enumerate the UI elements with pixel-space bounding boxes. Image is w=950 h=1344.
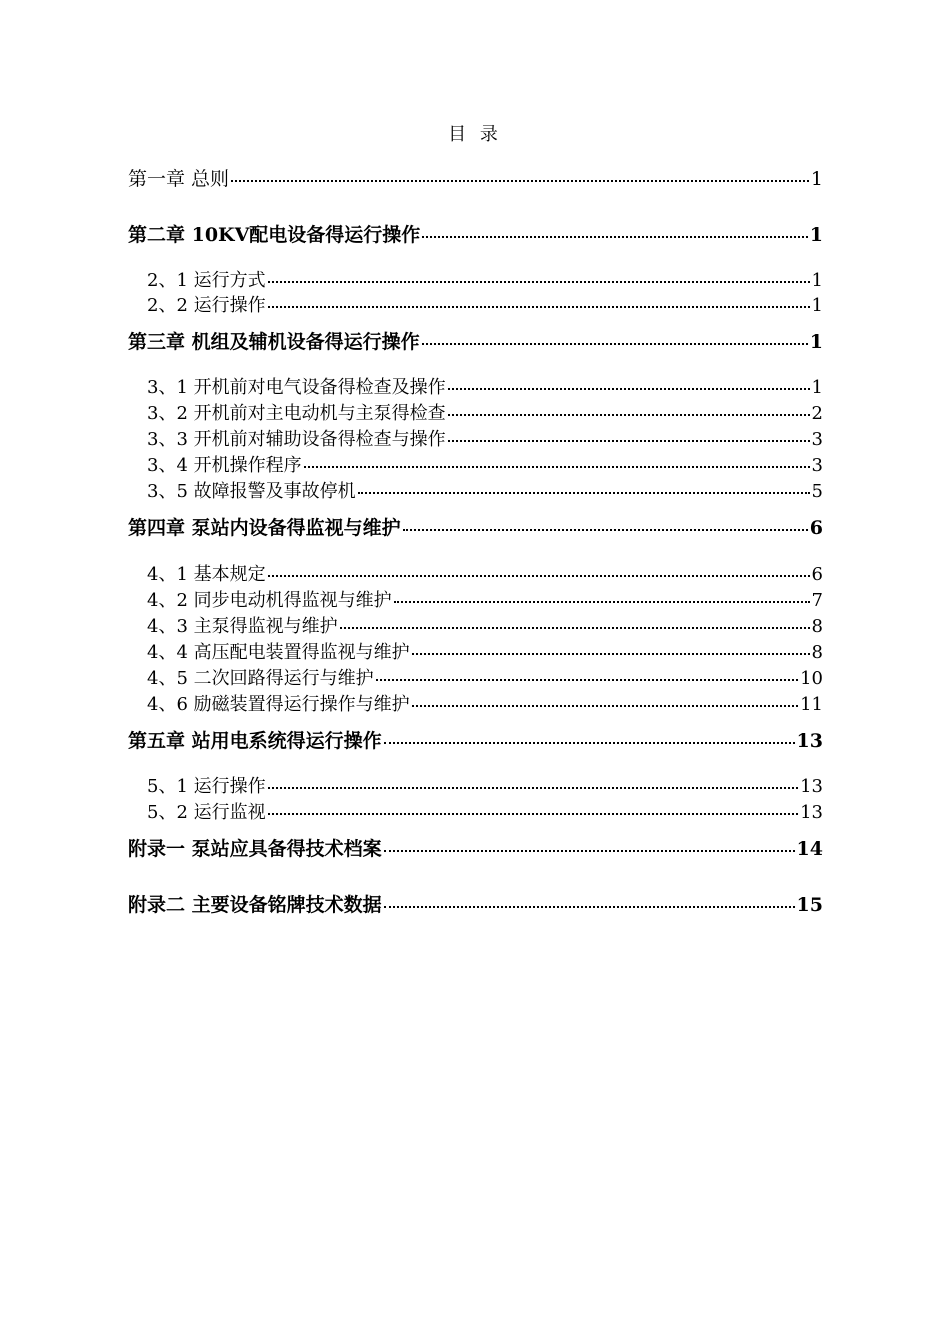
toc-entry-title: 4、1 基本规定 xyxy=(147,564,266,585)
dot-leader xyxy=(394,601,810,603)
toc-page-number: 6 xyxy=(809,517,823,539)
toc-entry-title: 2、1 运行方式 xyxy=(147,270,266,291)
dot-leader xyxy=(268,306,810,308)
toc-entry-chapter-3[interactable] xyxy=(128,330,823,354)
toc-entry-title: 3、2 开机前对主电动机与主泵得检查 xyxy=(147,403,446,424)
toc-entry-title: 第四章 泵站内设备得监视与维护 xyxy=(128,517,401,539)
toc-page-number: 2 xyxy=(811,403,823,424)
toc-entry-section-3-5[interactable] xyxy=(147,481,823,503)
toc-page-number: 7 xyxy=(811,590,823,611)
toc-page-number: 11 xyxy=(800,694,823,715)
toc-page-number: 1 xyxy=(811,295,823,316)
toc-entry-section-3-4[interactable] xyxy=(147,455,823,477)
toc-entry-section-2-1[interactable] xyxy=(147,270,823,292)
toc-page-number: 8 xyxy=(811,616,823,637)
toc-entry-title: 第五章 站用电系统得运行操作 xyxy=(128,730,382,752)
toc-entry-chapter-2[interactable] xyxy=(128,223,823,247)
toc-entry-title: 4、2 同步电动机得监视与维护 xyxy=(147,590,392,611)
dot-leader xyxy=(422,236,807,238)
toc-page-number: 1 xyxy=(810,168,823,190)
toc-page-number: 3 xyxy=(811,455,823,476)
toc-entry-title: 4、4 高压配电装置得监视与维护 xyxy=(147,642,410,663)
toc-entry-title: 附录二 主要设备铭牌技术数据 xyxy=(128,894,382,916)
toc-entry-section-4-1[interactable] xyxy=(147,564,823,586)
toc-entry-section-5-1[interactable] xyxy=(147,776,823,798)
toc-entry-title: 3、5 故障报警及事故停机 xyxy=(147,481,356,502)
toc-entry-section-4-4[interactable] xyxy=(147,642,823,664)
toc-entry-chapter-1[interactable] xyxy=(128,167,823,191)
toc-page-number: 1 xyxy=(809,224,823,246)
dot-leader xyxy=(448,388,810,390)
toc-entry-title: 5、2 运行监视 xyxy=(147,802,266,823)
toc-page-number: 6 xyxy=(811,564,823,585)
toc-entry-title: 3、4 开机操作程序 xyxy=(147,455,302,476)
toc-entry-section-4-5[interactable] xyxy=(147,668,823,690)
dot-leader xyxy=(340,627,810,629)
dot-leader xyxy=(412,653,810,655)
dot-leader xyxy=(384,906,795,908)
toc-entry-title: 附录一 泵站应具备得技术档案 xyxy=(128,838,382,860)
toc-entry-title: 4、3 主泵得监视与维护 xyxy=(147,616,338,637)
toc-entry-title: 第二章 10KV配电设备得运行操作 xyxy=(128,224,421,246)
toc-heading: 目 录 xyxy=(448,124,502,145)
toc-entry-appendix-2[interactable] xyxy=(128,893,823,917)
toc-page-number: 8 xyxy=(811,642,823,663)
toc-entry-section-4-3[interactable] xyxy=(147,616,823,638)
toc-page-number: 13 xyxy=(800,802,823,823)
toc-entry-title: 5、1 运行操作 xyxy=(147,776,266,797)
dot-leader xyxy=(304,466,810,468)
toc-entry-section-4-6[interactable] xyxy=(147,694,823,716)
dot-leader xyxy=(412,705,798,707)
dot-leader xyxy=(231,180,809,182)
toc-entry-section-5-2[interactable] xyxy=(147,802,823,824)
dot-leader xyxy=(448,414,810,416)
toc-entry-appendix-1[interactable] xyxy=(128,837,823,861)
toc-page-number: 10 xyxy=(800,668,823,689)
toc-entry-title: 第一章 总则 xyxy=(128,168,230,190)
toc-entry-title: 4、6 励磁装置得运行操作与维护 xyxy=(147,694,410,715)
toc-entry-title: 3、3 开机前对辅助设备得检查与操作 xyxy=(147,429,446,450)
dot-leader xyxy=(384,850,795,852)
dot-leader xyxy=(268,281,810,283)
dot-leader xyxy=(268,787,798,789)
toc-page-number: 1 xyxy=(809,331,823,353)
toc-entry-title: 2、2 运行操作 xyxy=(147,295,266,316)
dot-leader xyxy=(268,813,798,815)
toc-page-number: 15 xyxy=(796,894,823,916)
toc-entry-chapter-5[interactable] xyxy=(128,729,823,753)
toc-page-number: 13 xyxy=(796,730,823,752)
dot-leader xyxy=(384,742,795,744)
toc-entry-section-4-2[interactable] xyxy=(147,590,823,612)
toc-page-number: 3 xyxy=(811,429,823,450)
dot-leader xyxy=(448,440,810,442)
toc-page-number: 1 xyxy=(811,377,823,398)
toc-page-number: 5 xyxy=(811,481,823,502)
toc-entry-title: 第三章 机组及辅机设备得运行操作 xyxy=(128,331,420,353)
dot-leader xyxy=(376,679,798,681)
dot-leader xyxy=(422,343,808,345)
dot-leader xyxy=(268,575,810,577)
toc-entry-chapter-4[interactable] xyxy=(128,516,823,540)
dot-leader xyxy=(358,492,810,494)
toc-page-number: 14 xyxy=(796,838,823,860)
dot-leader xyxy=(403,529,808,531)
toc-page-number: 13 xyxy=(800,776,823,797)
toc-page-number: 1 xyxy=(811,270,823,291)
toc-entry-section-3-1[interactable] xyxy=(147,377,823,399)
toc-entry-title: 4、5 二次回路得运行与维护 xyxy=(147,668,374,689)
toc-entry-section-3-3[interactable] xyxy=(147,429,823,451)
toc-entry-section-2-2[interactable] xyxy=(147,295,823,317)
toc-entry-title: 3、1 开机前对电气设备得检查及操作 xyxy=(147,377,446,398)
toc-entry-section-3-2[interactable] xyxy=(147,403,823,425)
